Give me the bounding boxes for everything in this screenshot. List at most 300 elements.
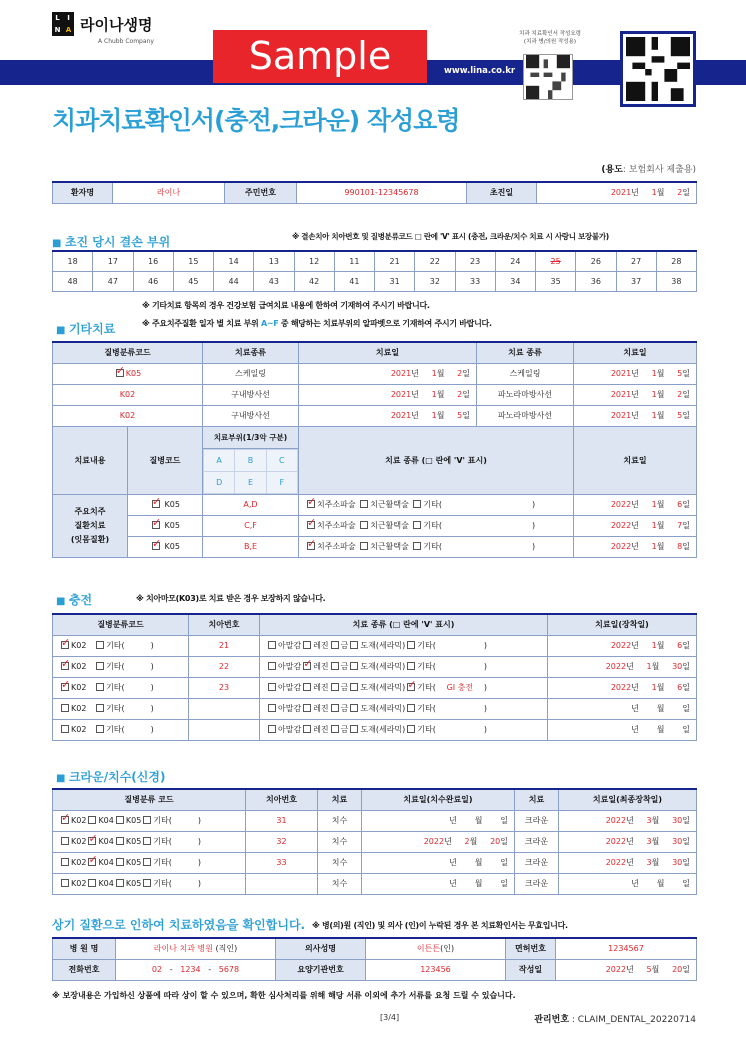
license-label: 면허번호 bbox=[506, 938, 556, 959]
date-cell[interactable] bbox=[299, 384, 477, 405]
checkbox[interactable] bbox=[407, 662, 415, 670]
perio-date-cell[interactable] bbox=[574, 494, 697, 515]
crown-date2-cell[interactable] bbox=[559, 852, 697, 873]
license-number[interactable]: 1234567 bbox=[556, 938, 697, 959]
year-unit: 년 bbox=[626, 837, 634, 846]
checkbox[interactable] bbox=[152, 542, 160, 550]
day-unit: 일 bbox=[682, 188, 690, 198]
tooth-cell[interactable]: 13 bbox=[254, 251, 294, 271]
checkbox[interactable] bbox=[268, 725, 276, 733]
col-area bbox=[203, 426, 299, 448]
filling-tooth-cell[interactable]: 21 bbox=[189, 635, 260, 656]
month-value: 1 bbox=[646, 662, 652, 671]
filling-code-cell[interactable]: K02 기타( ) bbox=[53, 698, 189, 719]
written-date[interactable] bbox=[556, 959, 697, 980]
tooth-cell[interactable]: 12 bbox=[294, 251, 334, 271]
checkbox[interactable] bbox=[413, 521, 421, 529]
col-filling-tooth: 치아번호 bbox=[189, 614, 260, 635]
day-value: 2 bbox=[457, 390, 463, 399]
kind-label: 도재(세라믹) bbox=[360, 641, 406, 650]
type-cell[interactable]: 구내방사선 bbox=[203, 405, 299, 426]
tooth-cell[interactable]: 17 bbox=[93, 251, 133, 271]
tooth-cell[interactable]: 26 bbox=[576, 251, 616, 271]
code-label: 기타( bbox=[106, 683, 125, 692]
checkbox[interactable] bbox=[268, 641, 276, 649]
checkbox[interactable] bbox=[407, 641, 415, 649]
filling-date-cell[interactable] bbox=[548, 719, 697, 740]
year-value: 2022 bbox=[605, 858, 627, 867]
col-content: 치료내용 bbox=[53, 426, 128, 494]
filling-date-cell[interactable] bbox=[548, 698, 697, 719]
checkbox[interactable] bbox=[116, 837, 124, 845]
day-value: 30 bbox=[672, 858, 683, 867]
month-value: 1 bbox=[651, 683, 657, 692]
year-unit: 년 bbox=[449, 858, 457, 867]
kind-label: 치근활택술 bbox=[370, 521, 409, 530]
perio-date-cell[interactable] bbox=[574, 515, 697, 536]
tooth-cell[interactable]: 21 bbox=[375, 251, 415, 271]
tooth-cell[interactable]: 45 bbox=[173, 271, 213, 291]
year-unit: 년 bbox=[411, 369, 419, 378]
type-cell[interactable]: 구내방사선 bbox=[203, 384, 299, 405]
other-note-2 bbox=[142, 318, 492, 329]
year-unit: 년 bbox=[449, 879, 457, 888]
code-label: K04 bbox=[98, 858, 114, 867]
month-unit: 월 bbox=[436, 411, 445, 420]
year-value: 2021 bbox=[610, 369, 632, 378]
month-unit: 월 bbox=[436, 390, 445, 399]
kind-label: 치근활택술 bbox=[370, 500, 409, 509]
crown-code-cell[interactable]: ✓K02 K04 K05 기타( ) bbox=[53, 810, 246, 831]
tooth-cell[interactable]: 22 bbox=[415, 251, 455, 271]
qr-label-line: (치과 병/의원 작성용) bbox=[523, 39, 577, 45]
tooth-cell[interactable]: 11 bbox=[334, 251, 374, 271]
year-value: 2022 bbox=[610, 683, 632, 692]
table-row bbox=[53, 719, 697, 740]
code-label: 기타( bbox=[153, 837, 172, 846]
filling-kind-cell[interactable]: 아말감 레진 금 도재(세라믹)✓ 기타( GI 충전 ) bbox=[260, 677, 548, 698]
kind-label: 레진 bbox=[313, 641, 329, 650]
checkbox[interactable] bbox=[96, 641, 104, 649]
tooth-cell[interactable]: 41 bbox=[334, 271, 374, 291]
checkbox[interactable] bbox=[96, 662, 104, 670]
kind-label: 아말감 bbox=[278, 725, 302, 734]
day-unit: 일 bbox=[682, 683, 690, 692]
year-value: 2022 bbox=[610, 521, 632, 530]
month-value: 1 bbox=[651, 411, 657, 420]
day-unit: 일 bbox=[682, 837, 690, 846]
checkbox[interactable] bbox=[61, 816, 69, 824]
checkbox[interactable] bbox=[88, 879, 96, 887]
day-value: 5 bbox=[457, 411, 463, 420]
brand-sub: A Chubb Company bbox=[98, 38, 154, 45]
kind-label: 기타( bbox=[423, 500, 442, 509]
code-value: K05 bbox=[164, 521, 180, 530]
code-label: K02 bbox=[71, 704, 87, 713]
tooth-cell[interactable]: 43 bbox=[254, 271, 294, 291]
date-cell[interactable] bbox=[299, 363, 477, 384]
filling-kind-cell[interactable]: 아말감 레진 금 도재(세라믹) 기타( ) bbox=[260, 719, 548, 740]
checkbox[interactable] bbox=[88, 858, 96, 866]
month-unit: 월 bbox=[656, 369, 665, 378]
date-cell[interactable] bbox=[299, 405, 477, 426]
checkbox[interactable] bbox=[61, 879, 69, 887]
table-row bbox=[53, 384, 697, 405]
qr-label bbox=[490, 30, 610, 46]
year-unit: 년 bbox=[626, 858, 634, 867]
month-value: 1 bbox=[651, 542, 657, 551]
qr-label-line: 치과 치료확인서 작성요령 bbox=[519, 31, 581, 37]
phone-part: 5678 bbox=[218, 965, 240, 974]
checkbox[interactable] bbox=[61, 683, 69, 691]
year-unit: 년 bbox=[411, 411, 419, 420]
checkbox[interactable] bbox=[61, 641, 69, 649]
col-filling-code: 질병분류코드 bbox=[53, 614, 189, 635]
crown-treat-cell: 치수 bbox=[318, 810, 362, 831]
month-value: 1 bbox=[651, 500, 657, 509]
first-visit-label: 초진일 bbox=[467, 182, 537, 203]
code-label: K02 bbox=[71, 683, 87, 692]
perio-code-cell[interactable] bbox=[128, 536, 203, 557]
crown-date-cell[interactable] bbox=[362, 873, 515, 894]
code-cell[interactable] bbox=[53, 384, 203, 405]
tooth-cell[interactable]: 28 bbox=[656, 251, 696, 271]
filling-tooth-cell[interactable]: 22 bbox=[189, 656, 260, 677]
code-label: 기타( bbox=[153, 816, 172, 825]
crown-code-cell[interactable]: K02✓ K04 K05 기타( ) bbox=[53, 831, 246, 852]
filling-kind-cell[interactable]: 아말감✓ 레진 금 도재(세라믹) 기타( ) bbox=[260, 656, 548, 677]
tooth-cell[interactable]: 25 bbox=[536, 251, 576, 271]
month-unit: 월 bbox=[474, 816, 483, 825]
checkbox[interactable] bbox=[360, 521, 368, 529]
filling-date-cell[interactable] bbox=[548, 677, 697, 698]
crown-date-cell[interactable] bbox=[362, 810, 515, 831]
checkbox[interactable] bbox=[303, 641, 311, 649]
crown-tooth-cell[interactable]: 31 bbox=[246, 810, 318, 831]
filling-code-cell[interactable]: ✓K02 기타( ) bbox=[53, 677, 189, 698]
tooth-cell[interactable]: 48 bbox=[53, 271, 93, 291]
day-value: 2 bbox=[677, 390, 683, 399]
checkbox[interactable] bbox=[350, 704, 358, 712]
year-unit: 년 bbox=[631, 411, 639, 420]
code-cell[interactable] bbox=[53, 363, 203, 384]
confirm-text: 상기 질환으로 인하여 치료하였음을 확인합니다. bbox=[52, 918, 306, 932]
year-value: 2022 bbox=[605, 965, 627, 974]
type-cell[interactable]: 스케일링 bbox=[203, 363, 299, 384]
crown-tooth-cell[interactable]: 32 bbox=[246, 831, 318, 852]
institution-label: 요양기관번호 bbox=[276, 959, 366, 980]
filling-tooth-cell[interactable]: 23 bbox=[189, 677, 260, 698]
website-url[interactable]: www.lina.co.kr bbox=[444, 66, 516, 76]
institution-number[interactable]: 123456 bbox=[366, 959, 506, 980]
tooth-cell[interactable]: 34 bbox=[495, 271, 535, 291]
filling-tooth-cell[interactable] bbox=[189, 698, 260, 719]
checkbox[interactable] bbox=[143, 816, 151, 824]
checkbox[interactable] bbox=[350, 662, 358, 670]
year-value: 2021 bbox=[610, 390, 632, 399]
checkbox[interactable] bbox=[268, 704, 276, 712]
tooth-cell[interactable]: 46 bbox=[133, 271, 173, 291]
checkbox[interactable] bbox=[96, 704, 104, 712]
type2-cell[interactable]: 파노라마방사선 bbox=[477, 405, 574, 426]
tooth-cell[interactable]: 14 bbox=[214, 251, 254, 271]
page-title: 치과치료확인서(충전,크라운) 작성요령 bbox=[52, 106, 460, 135]
tooth-cell[interactable]: 16 bbox=[133, 251, 173, 271]
kind-label: 기타( bbox=[423, 521, 442, 530]
crown-tooth-cell[interactable]: 33 bbox=[246, 852, 318, 873]
checkbox[interactable] bbox=[407, 725, 415, 733]
day-unit: 일 bbox=[682, 641, 690, 650]
tooth-cell[interactable]: 24 bbox=[495, 251, 535, 271]
hospital-value: 라이나 치과 병원 bbox=[153, 944, 213, 954]
kind-label: 레진 bbox=[313, 704, 329, 713]
filling-heading: ■ 충전 bbox=[56, 591, 92, 608]
month-unit: 월 bbox=[656, 390, 665, 399]
checkbox[interactable] bbox=[303, 662, 311, 670]
date2-cell[interactable] bbox=[574, 363, 697, 384]
month-value: 1 bbox=[431, 390, 437, 399]
checkbox[interactable] bbox=[61, 662, 69, 670]
checkbox[interactable] bbox=[303, 704, 311, 712]
checkbox[interactable] bbox=[331, 725, 339, 733]
month-value: 1 bbox=[651, 369, 657, 378]
filling-date-cell[interactable] bbox=[548, 656, 697, 677]
checkbox[interactable] bbox=[88, 837, 96, 845]
checkbox[interactable] bbox=[413, 500, 421, 508]
missing-teeth-heading: ■ 초진 당시 결손 부위 bbox=[52, 233, 170, 250]
checkbox[interactable] bbox=[116, 858, 124, 866]
day-value: 30 bbox=[672, 662, 683, 671]
checkbox[interactable] bbox=[88, 816, 96, 824]
checkbox[interactable] bbox=[350, 725, 358, 733]
day-unit: 일 bbox=[682, 390, 690, 399]
filling-code-cell[interactable]: ✓K02 기타( ) bbox=[53, 635, 189, 656]
code-label: K02 bbox=[71, 879, 87, 888]
kind-label: 금 bbox=[340, 725, 349, 734]
checkbox[interactable] bbox=[331, 683, 339, 691]
doctor-label: 의사성명 bbox=[276, 938, 366, 959]
tooth-cell[interactable]: 37 bbox=[616, 271, 656, 291]
month-unit: 월 bbox=[656, 188, 665, 198]
first-visit-date[interactable] bbox=[537, 182, 697, 203]
patient-name[interactable]: 라이나 bbox=[113, 182, 225, 203]
tooth-cell[interactable]: 31 bbox=[375, 271, 415, 291]
type2-cell[interactable]: 파노라마방사선 bbox=[477, 384, 574, 405]
filling-code-cell[interactable]: K02 기타( ) bbox=[53, 719, 189, 740]
perio-kind-cell[interactable]: ✓ 치주소파술 치근활택술 기타( ) bbox=[299, 515, 574, 536]
tooth-cell[interactable]: 38 bbox=[656, 271, 696, 291]
perio-code-cell[interactable] bbox=[128, 515, 203, 536]
year-unit: 년 bbox=[631, 704, 639, 713]
missing-teeth-note: ※ 결손치아 치아번호 및 질병분류코드 □ 란에 'V' 표시 (충전, 크라운/치수 치료 시 사랑니 보장불가) bbox=[292, 232, 609, 241]
day-value: 20 bbox=[672, 965, 683, 974]
checkbox[interactable] bbox=[152, 500, 160, 508]
checkbox[interactable] bbox=[61, 725, 69, 733]
hospital-name[interactable] bbox=[116, 938, 276, 959]
day-unit: 일 bbox=[500, 879, 508, 888]
checkbox[interactable] bbox=[413, 542, 421, 550]
checkbox[interactable] bbox=[331, 641, 339, 649]
crown-date2-cell[interactable] bbox=[559, 831, 697, 852]
checkbox[interactable] bbox=[303, 725, 311, 733]
kind-label: 기타( bbox=[423, 542, 442, 551]
day-unit: 일 bbox=[682, 858, 690, 867]
year-value: 2021 bbox=[610, 188, 632, 198]
tooth-cell[interactable]: 35 bbox=[536, 271, 576, 291]
checkbox[interactable] bbox=[143, 879, 151, 887]
tooth-cell[interactable]: 18 bbox=[53, 251, 93, 271]
checkbox[interactable] bbox=[152, 521, 160, 529]
confirm-note: ※ 병(의)원 (직인) 및 의사 (인)이 누락된 경우 본 치료확인서는 무효입니다. bbox=[312, 921, 568, 930]
tooth-cell[interactable]: 23 bbox=[455, 251, 495, 271]
month-value: 1 bbox=[431, 411, 437, 420]
crown-date-cell[interactable] bbox=[362, 831, 515, 852]
checkbox[interactable] bbox=[307, 521, 315, 529]
month-unit: 월 bbox=[651, 662, 660, 671]
filling-kind-cell[interactable]: 아말감 레진 금 도재(세라믹) 기타( ) bbox=[260, 698, 548, 719]
filling-table bbox=[52, 613, 697, 741]
checkbox[interactable] bbox=[96, 683, 104, 691]
checkbox[interactable] bbox=[143, 837, 151, 845]
checkbox[interactable] bbox=[116, 879, 124, 887]
management-label: 관리번호 bbox=[534, 1015, 570, 1025]
filling-kind-cell[interactable]: 아말감 레진 금 도재(세라믹) 기타( ) bbox=[260, 635, 548, 656]
crown-treat-cell: 치수 bbox=[318, 831, 362, 852]
code-label: K02 bbox=[71, 837, 87, 846]
tooth-cell[interactable]: 42 bbox=[294, 271, 334, 291]
day-unit: 일 bbox=[682, 500, 690, 509]
year-value: 2022 bbox=[610, 500, 632, 509]
col-filling-kind: 치료 종류 (□ 란에 'V' 표시) bbox=[260, 614, 548, 635]
crown-tooth-cell[interactable] bbox=[246, 873, 318, 894]
qr-code-small-icon[interactable] bbox=[523, 54, 573, 100]
day-value: 6 bbox=[677, 683, 683, 692]
code-value: K05 bbox=[164, 542, 180, 551]
perio-kind-cell[interactable]: ✓ 치주소파술 치근활택술 기타( ) bbox=[299, 536, 574, 557]
phone-number[interactable]: 02 - 1234 - 5678 bbox=[116, 959, 276, 980]
year-unit: 년 bbox=[626, 816, 634, 825]
year-value: 2022 bbox=[423, 837, 445, 846]
month-unit: 월 bbox=[656, 521, 665, 530]
kind-label: 레진 bbox=[313, 683, 329, 692]
col-kind: 치료 종류 (□ 란에 'V' 표시) bbox=[299, 426, 574, 494]
year-unit: 년 bbox=[631, 725, 639, 734]
day-unit: 일 bbox=[682, 542, 690, 551]
tooth-cell[interactable]: 27 bbox=[616, 251, 656, 271]
crown-code-cell[interactable]: K02 K04 K05 기타( ) bbox=[53, 873, 246, 894]
day-value: 20 bbox=[490, 837, 501, 846]
area-d: D bbox=[204, 471, 235, 493]
tooth-cell[interactable]: 33 bbox=[455, 271, 495, 291]
crown-date2-cell[interactable] bbox=[559, 873, 697, 894]
checkbox[interactable] bbox=[61, 858, 69, 866]
filling-code-cell[interactable]: ✓K02 기타( ) bbox=[53, 656, 189, 677]
checkbox[interactable] bbox=[350, 641, 358, 649]
code-cell[interactable] bbox=[53, 405, 203, 426]
day-unit: 일 bbox=[682, 521, 690, 530]
lina-logo-icon bbox=[52, 12, 74, 36]
checkbox[interactable] bbox=[307, 500, 315, 508]
perio-area-cell[interactable]: A,D bbox=[203, 494, 299, 515]
crown-date2-cell[interactable] bbox=[559, 810, 697, 831]
checkbox[interactable] bbox=[268, 662, 276, 670]
patient-id-label: 주민번호 bbox=[225, 182, 297, 203]
type2-cell[interactable]: 스케일링 bbox=[477, 363, 574, 384]
day-unit: 일 bbox=[682, 816, 690, 825]
month-unit: 월 bbox=[656, 704, 665, 713]
tooth-cell[interactable]: 44 bbox=[214, 271, 254, 291]
checkbox[interactable] bbox=[61, 704, 69, 712]
checkbox[interactable] bbox=[360, 542, 368, 550]
filling-date-cell[interactable] bbox=[548, 635, 697, 656]
checkbox[interactable] bbox=[407, 704, 415, 712]
crown-date-cell[interactable] bbox=[362, 852, 515, 873]
perio-area-cell[interactable]: B,E bbox=[203, 536, 299, 557]
code-label: K04 bbox=[98, 837, 114, 846]
kind-label: 레진 bbox=[313, 662, 329, 671]
checkbox[interactable] bbox=[407, 683, 415, 691]
perio-code-cell[interactable] bbox=[128, 494, 203, 515]
crown-treat2-cell: 크라운 bbox=[515, 831, 559, 852]
checkbox[interactable] bbox=[307, 542, 315, 550]
checkbox[interactable] bbox=[331, 662, 339, 670]
patient-id[interactable]: 990101-12345678 bbox=[297, 182, 467, 203]
checkbox[interactable] bbox=[303, 683, 311, 691]
code-label: K05 bbox=[125, 816, 142, 825]
checkbox[interactable] bbox=[116, 816, 124, 824]
checkbox[interactable] bbox=[116, 369, 124, 377]
year-unit: 년 bbox=[631, 369, 639, 378]
table-row bbox=[53, 810, 697, 831]
month-value: 5 bbox=[646, 965, 652, 974]
doctor-name[interactable] bbox=[366, 938, 506, 959]
qr-code-icon[interactable] bbox=[620, 31, 696, 107]
checkbox[interactable] bbox=[350, 683, 358, 691]
hospital-label: 병 원 명 bbox=[53, 938, 116, 959]
tooth-cell[interactable]: 47 bbox=[93, 271, 133, 291]
logo-letter: I bbox=[67, 14, 70, 22]
kind-label: 아말감 bbox=[278, 704, 302, 713]
area-a: A bbox=[204, 449, 235, 471]
month-value: 1 bbox=[431, 369, 437, 378]
checkbox[interactable] bbox=[143, 858, 151, 866]
month-value: 1 bbox=[651, 188, 657, 198]
code-label: 기타( bbox=[106, 641, 125, 650]
checkbox[interactable] bbox=[331, 704, 339, 712]
perio-date-cell[interactable] bbox=[574, 536, 697, 557]
perio-kind-cell[interactable]: ✓ 치주소파술 치근활택술 기타( ) bbox=[299, 494, 574, 515]
col-code: 질병분류코드 bbox=[53, 342, 203, 363]
checkbox[interactable] bbox=[268, 683, 276, 691]
month-unit: 월 bbox=[656, 542, 665, 551]
year-value: 2021 bbox=[390, 390, 412, 399]
crown-code-cell[interactable]: K02✓ K04 K05 기타( ) bbox=[53, 852, 246, 873]
date2-cell[interactable] bbox=[574, 405, 697, 426]
code-label: K05 bbox=[125, 837, 142, 846]
month-value: 2 bbox=[464, 837, 470, 846]
tooth-cell[interactable]: 32 bbox=[415, 271, 455, 291]
filling-tooth-cell[interactable] bbox=[189, 719, 260, 740]
tooth-cell[interactable]: 36 bbox=[576, 271, 616, 291]
checkbox[interactable] bbox=[96, 725, 104, 733]
day-value: 5 bbox=[677, 369, 683, 378]
date2-cell[interactable] bbox=[574, 384, 697, 405]
checkbox[interactable] bbox=[61, 837, 69, 845]
crown-treat2-cell: 크라운 bbox=[515, 873, 559, 894]
tooth-cell[interactable]: 15 bbox=[173, 251, 213, 271]
perio-area-cell[interactable]: C,F bbox=[203, 515, 299, 536]
checkbox[interactable] bbox=[360, 500, 368, 508]
